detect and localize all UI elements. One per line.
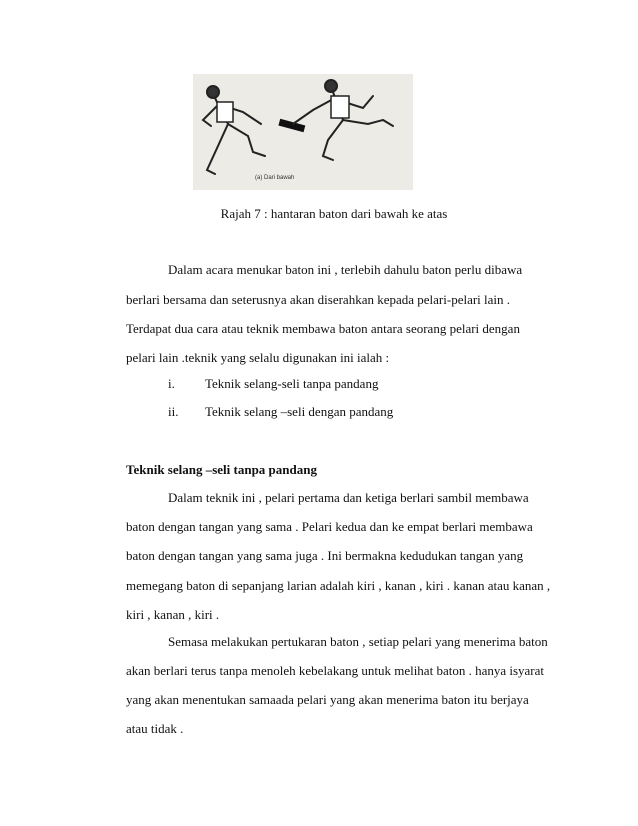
paragraph-line: Terdapat dua cara atau teknik membawa baton antara seorang pelari dengan xyxy=(126,321,520,336)
paragraph-line: kiri , kanan , kiri . xyxy=(126,607,220,622)
paragraph-line: memegang baton di sepanjang larian adalah kiri , kanan , kiri . kanan atau kanan , xyxy=(126,578,551,593)
paragraph-line: Dalam acara menukar baton ini , terlebih dahulu baton perlu dibawa xyxy=(168,262,523,277)
list-item-text: Teknik selang –seli dengan pandang xyxy=(205,404,394,419)
list-number: i. xyxy=(168,376,175,391)
figure-sublabel: (a) Dari bawah xyxy=(255,175,295,181)
paragraph-line: berlari bersama dan seterusnya akan diserahkan kepada pelari-pelari lain . xyxy=(126,292,511,307)
paragraph-line: Dalam teknik ini , pelari pertama dan ketiga berlari sambil membawa xyxy=(168,490,529,505)
paragraph-line: atau tidak . xyxy=(126,721,184,736)
paragraph-line: baton dengan tangan yang sama juga . Ini bermakna kedudukan tangan yang xyxy=(126,548,524,563)
list-item-text: Teknik selang-seli tanpa pandang xyxy=(205,376,379,391)
paragraph-line: akan berlari terus tanpa menoleh kebelakang untuk melihat baton . hanya isyarat xyxy=(126,663,545,678)
section-heading: Teknik selang –seli tanpa pandang xyxy=(126,462,317,477)
paragraph-line: pelari lain .teknik yang selalu digunakan ini ialah : xyxy=(126,350,390,365)
list-number: ii. xyxy=(168,404,179,419)
relay-baton-illustration xyxy=(193,74,413,190)
paragraph-line: baton dengan tangan yang sama . Pelari kedua dan ke empat berlari membawa xyxy=(126,519,533,534)
paragraph-line: Semasa melakukan pertukaran baton , setiap pelari yang menerima baton xyxy=(168,634,548,649)
paragraph-line: yang akan menentukan samaada pelari yang akan menerima baton itu berjaya xyxy=(126,692,529,707)
figure-caption: Rajah 7 : hantaran baton dari bawah ke atas xyxy=(220,206,448,221)
relay-runners-drawing xyxy=(193,74,413,190)
